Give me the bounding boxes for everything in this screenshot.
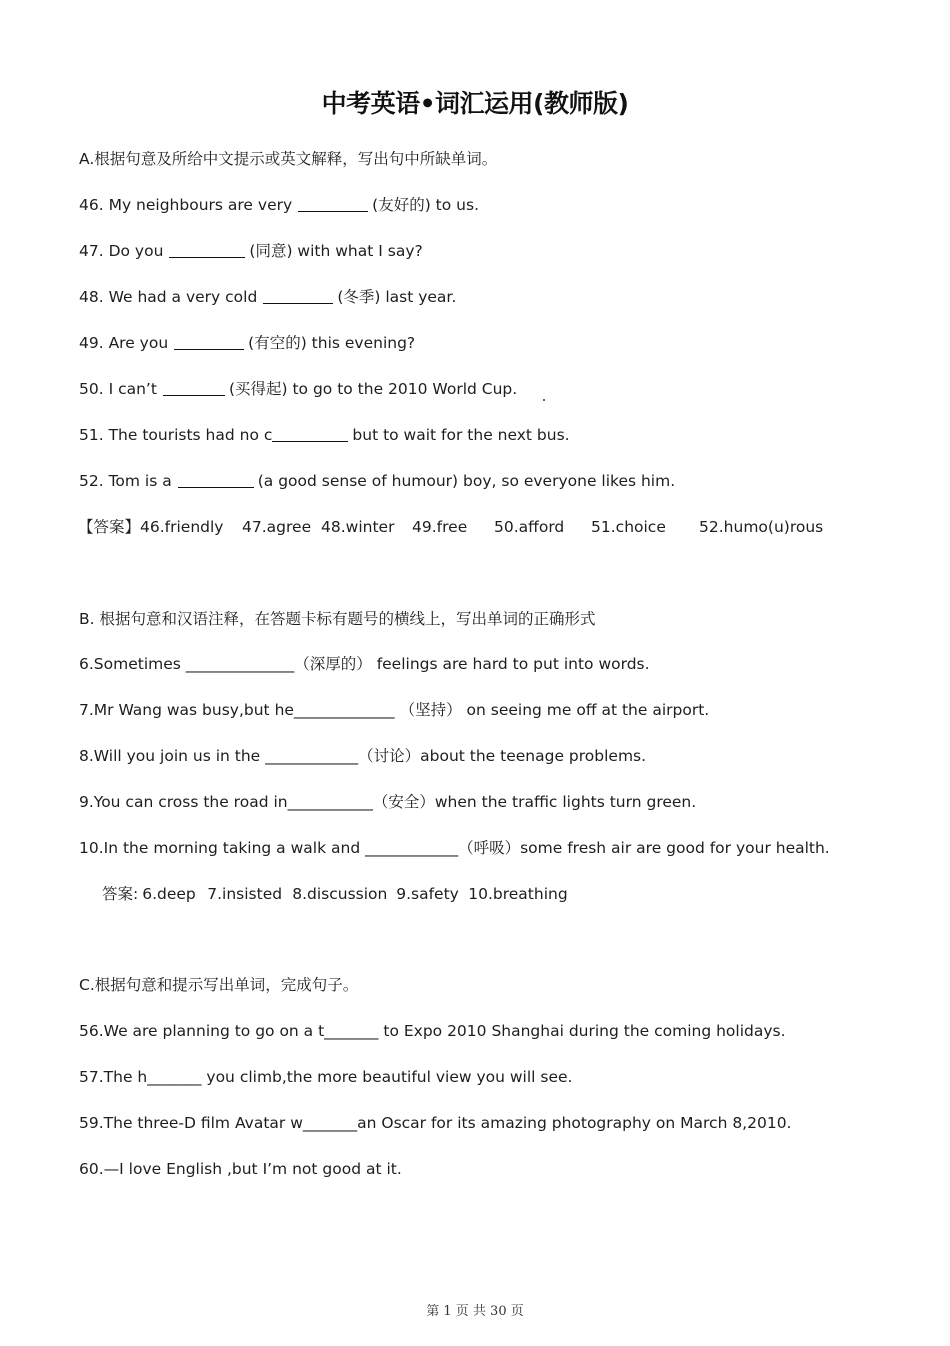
page-title: 中考英语•词汇运用(教师版) [321, 89, 629, 118]
question-text: (有空的) this evening? [248, 334, 416, 352]
question-8: 8.Will you join us in the ____________（讨论）about the teenage problems. [79, 747, 647, 765]
answer-item: 50.afford [494, 518, 565, 536]
answer-blank [163, 379, 225, 396]
answer-blank [298, 195, 368, 212]
answer-label: 【答案】 [78, 518, 141, 536]
question-text: 46. My neighbours are very [79, 196, 293, 214]
question-text: (同意) with what I say? [249, 242, 423, 260]
answer-blank [174, 333, 244, 350]
section-b-answers [102, 883, 568, 905]
answer-item: 47.agree [242, 518, 312, 536]
answer-item: 52.humo(u)rous [699, 518, 824, 536]
question-10: 10.In the morning taking a walk and ____________（呼吸）some fresh air are good for your health. [79, 839, 830, 857]
section-a-answers [78, 516, 823, 538]
question-48 [79, 286, 456, 308]
answer-item: 6.deep [142, 885, 196, 903]
question-text: 51. The tourists had no c [79, 426, 273, 444]
answer-item: 10.breathing [468, 885, 568, 903]
page-number-footer: 第 1 页 共 30 页 [426, 1304, 524, 1319]
answer-item: 51.choice [591, 518, 666, 536]
section-a-instruction: A.根据句意及所给中文提示或英文解释，写出句中所缺单词。 [79, 150, 498, 168]
question-51 [79, 424, 570, 446]
question-text: 47. Do you [79, 242, 164, 260]
answer-item: 9.safety [396, 885, 459, 903]
question-text: 48. We had a very cold [79, 288, 258, 306]
question-text: (友好的) to us. [372, 196, 479, 214]
question-52 [79, 470, 675, 492]
question-7: 7.Mr Wang was busy,but he_____________ （坚持） on seeing me off at the airport. [79, 701, 710, 719]
answer-blank [272, 425, 348, 442]
question-59: 59.The three-D film Avatar w_______an Oscar for its amazing photography on March 8,2010. [79, 1114, 792, 1132]
answer-item: 7.insisted [207, 885, 283, 903]
answer-label: 答案: [102, 885, 139, 903]
question-6: 6.Sometimes ______________（深厚的） feelings are hard to put into words. [79, 655, 650, 673]
section-c-instruction: C.根据句意和提示写出单词，完成句子。 [79, 976, 359, 994]
question-text: (冬季) last year. [337, 288, 457, 306]
question-text: 50. I can’t [79, 380, 157, 398]
question-text: (买得起) to go to the 2010 World Cup. [228, 380, 518, 398]
question-49 [79, 332, 415, 354]
answer-item: 48.winter [321, 518, 395, 536]
question-50 [79, 378, 517, 400]
answer-blank [169, 241, 245, 258]
question-text: (a good sense of humour) boy, so everyone likes him. [257, 472, 676, 490]
question-text: 49. Are you [79, 334, 169, 352]
question-text: but to wait for the next bus. [352, 426, 570, 444]
question-60: 60.—I love English ,but I’m not good at it. [79, 1160, 402, 1178]
question-46 [79, 194, 479, 216]
answer-item: 46.friendly [140, 518, 224, 536]
answer-item: 8.discussion [292, 885, 388, 903]
question-text: 52. Tom is a [79, 472, 172, 490]
question-56: 56.We are planning to go on a t_______ to Expo 2010 Shanghai during the coming holidays. [79, 1022, 786, 1040]
stray-mark [543, 399, 545, 401]
answer-blank [263, 287, 333, 304]
answer-blank [178, 471, 254, 488]
question-57: 57.The h_______ you climb,the more beautiful view you will see. [79, 1068, 573, 1086]
question-47 [79, 240, 423, 262]
section-b-instruction: B. 根据句意和汉语注释，在答题卡标有题号的横线上，写出单词的正确形式 [79, 610, 596, 628]
answer-item: 49.free [412, 518, 468, 536]
question-9: 9.You can cross the road in___________（安全）when the traffic lights turn green. [79, 793, 697, 811]
